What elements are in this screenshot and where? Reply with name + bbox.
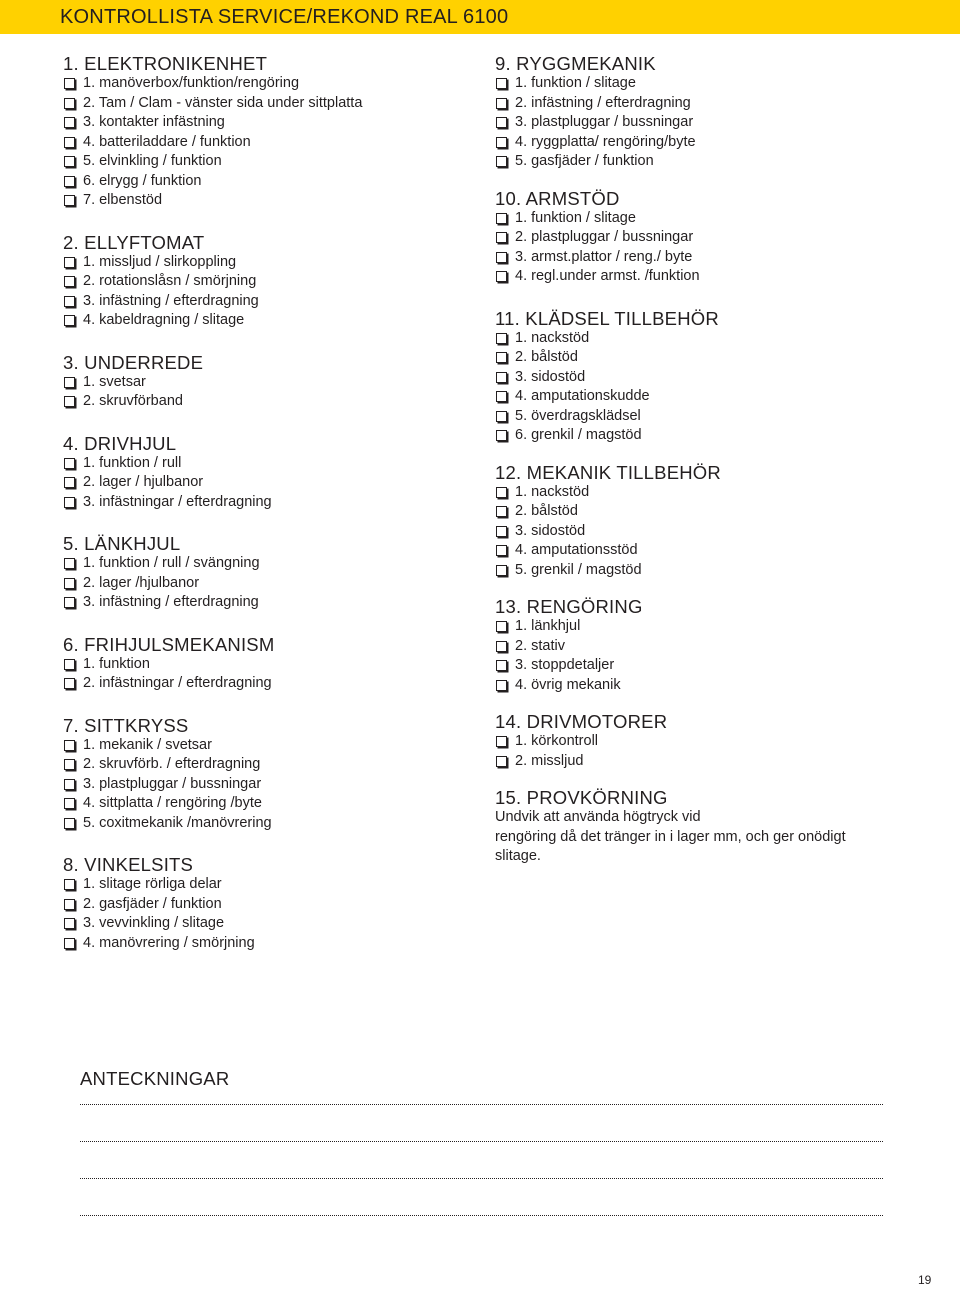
checklist-item[interactable]: [63, 311, 463, 331]
left-column: [63, 54, 463, 970]
checkbox-icon[interactable]: [64, 899, 75, 910]
checkbox-icon[interactable]: [64, 156, 75, 167]
checklist-item-label: 5. coxitmekanik /manövrering: [83, 814, 272, 831]
checkbox-icon[interactable]: [496, 545, 507, 556]
section-title: 7. SITTKRYSS: [63, 714, 189, 736]
checklist-item-label: 1. nackstöd: [515, 483, 590, 500]
checklist-item-label: 1. funktion / rull / svängning: [83, 555, 260, 571]
checkbox-icon[interactable]: [64, 779, 75, 790]
checklist-item[interactable]: [495, 541, 935, 561]
checklist-item[interactable]: [63, 191, 463, 211]
checklist-item-label: 4. sittplatta / rengöring /byte: [83, 795, 262, 811]
section-title: 8. VINKELSITS: [63, 854, 194, 875]
checkbox-icon[interactable]: [64, 315, 75, 326]
checkbox-icon[interactable]: [496, 271, 507, 282]
checklist-item[interactable]: [63, 473, 463, 493]
checklist-item[interactable]: [63, 736, 463, 756]
checklist-item-label: 1. manöverbox/funktion/rengöring: [83, 75, 300, 91]
checklist-section: [63, 434, 463, 513]
checkbox-icon[interactable]: [64, 195, 75, 206]
checkbox-icon[interactable]: [496, 252, 507, 263]
section-title: 2. ELLYFTOMAT: [63, 231, 205, 253]
checklist-item-label: 2. stativ: [515, 637, 565, 654]
checklist-item[interactable]: [63, 454, 463, 474]
checklist-item[interactable]: [63, 152, 463, 172]
checklist-item[interactable]: [495, 656, 935, 676]
checklist-item-label: 2. skruvförb. / efterdragning: [83, 756, 261, 772]
checkbox-icon[interactable]: [64, 597, 75, 608]
provkorning-text-line-2: rengöring då det tränger in i lager mm, och ger onödigt: [495, 828, 846, 845]
checklist-item-label: 3. kontakter infästning: [83, 114, 225, 130]
checklist-item-label: 4. batteriladdare / funktion: [83, 133, 251, 150]
section-provkorning: [495, 788, 935, 867]
checkbox-icon[interactable]: [496, 232, 507, 243]
checkbox-icon[interactable]: [64, 117, 75, 128]
checkbox-icon[interactable]: [496, 333, 507, 344]
notes-line[interactable]: [80, 1215, 883, 1216]
right-sections: [495, 54, 935, 771]
checklist-item[interactable]: [495, 407, 935, 427]
checklist-item[interactable]: [63, 392, 463, 412]
notes-line[interactable]: [80, 1178, 883, 1179]
checkbox-icon[interactable]: [496, 621, 507, 632]
checklist-item-label: 2. lager /hjulbanor: [83, 574, 200, 591]
checkbox-icon[interactable]: [496, 660, 507, 671]
checklist-item[interactable]: [495, 113, 935, 133]
checklist-item[interactable]: [495, 329, 935, 349]
checklist-item-label: 2. Tam / Clam - vänster sida under sittplatta: [83, 94, 363, 111]
section-title: 1. ELEKTRONIKENHET: [63, 53, 268, 74]
checklist-item[interactable]: [63, 172, 463, 192]
checklist-item[interactable]: [495, 676, 935, 696]
checklist-item[interactable]: [63, 574, 463, 594]
checkbox-icon[interactable]: [496, 680, 507, 691]
checklist-item-label: 3. stoppdetaljer: [515, 657, 615, 673]
checklist-item[interactable]: [495, 617, 935, 637]
checklist-item[interactable]: [495, 94, 935, 114]
checklist-item-label: 2. skruvförband: [83, 393, 183, 409]
checklist-item[interactable]: [495, 732, 935, 752]
checkbox-icon[interactable]: [64, 798, 75, 809]
checklist-item[interactable]: [495, 561, 935, 581]
checkbox-icon[interactable]: [64, 759, 75, 770]
checklist-item[interactable]: [495, 133, 935, 153]
checkbox-icon[interactable]: [64, 396, 75, 407]
checklist-item[interactable]: [495, 387, 935, 407]
section-title: 12. MEKANIK TILLBEHÖR: [495, 461, 721, 483]
section-title: 11. KLÄDSEL TILLBEHÖR: [495, 307, 719, 329]
checkbox-icon[interactable]: [64, 659, 75, 670]
checklist-item-label: 5. elvinkling / funktion: [83, 153, 222, 169]
checklist-item[interactable]: [495, 502, 935, 522]
checklist-item[interactable]: [495, 228, 935, 248]
checkbox-icon[interactable]: [64, 176, 75, 187]
provkorning-text-line-1: Undvik att använda högtryck vid: [495, 809, 701, 825]
checklist-item[interactable]: [63, 253, 463, 273]
checkbox-icon[interactable]: [64, 377, 75, 388]
checkbox-icon[interactable]: [496, 565, 507, 576]
checkbox-icon[interactable]: [64, 497, 75, 508]
checklist-item-label: 2. infästning / efterdragning: [515, 94, 691, 111]
checkbox-icon[interactable]: [496, 137, 507, 148]
checklist-item-label: 1. missljud / slirkoppling: [83, 253, 237, 270]
section-title: 6. FRIHJULSMEKANISM: [63, 633, 275, 655]
checkbox-icon[interactable]: [496, 352, 507, 363]
checklist-item-label: 5. gasfjäder / funktion: [515, 153, 654, 169]
checklist-item-label: 1. svetsar: [83, 373, 146, 390]
checklist-section: [63, 716, 463, 834]
checklist-item[interactable]: [63, 934, 463, 954]
checklist-item-label: 4. amputationsstöd: [515, 542, 638, 558]
checklist-section: [495, 309, 935, 446]
checkbox-icon[interactable]: [496, 98, 507, 109]
checklist-item[interactable]: [63, 554, 463, 574]
section-title: 13. RENGÖRING: [495, 596, 643, 617]
checkbox-icon[interactable]: [496, 213, 507, 224]
checklist-item[interactable]: [495, 368, 935, 388]
checklist-item-label: 3. sidostöd: [515, 368, 586, 385]
checkbox-icon[interactable]: [496, 411, 507, 422]
checkbox-icon[interactable]: [64, 137, 75, 148]
section-title: 15. PROVKÖRNING: [495, 787, 668, 808]
checklist-item[interactable]: [495, 483, 935, 503]
checklist-item-label: 6. grenkil / magstöd: [515, 427, 642, 443]
checklist-item[interactable]: [63, 895, 463, 915]
checklist-item-label: 2. missljud: [515, 752, 584, 769]
checkbox-icon[interactable]: [64, 879, 75, 890]
checkbox-icon[interactable]: [64, 918, 75, 929]
checklist-item-label: 6. elrygg / funktion: [83, 172, 202, 189]
checklist-item[interactable]: [495, 152, 935, 172]
checklist-item[interactable]: [63, 133, 463, 153]
section-title: 4. DRIVHJUL: [63, 432, 177, 454]
checklist-item[interactable]: [63, 74, 463, 94]
checklist-item-label: 2. rotationslåsn / smörjning: [83, 273, 257, 289]
checklist-item-label: 2. bålstöd: [515, 349, 578, 365]
checkbox-icon[interactable]: [496, 506, 507, 517]
checklist-item-label: 5. överdragsklädsel: [515, 407, 641, 424]
checklist-section: [495, 54, 935, 172]
checklist-item[interactable]: [63, 272, 463, 292]
checklist-section: [495, 189, 935, 287]
checklist-item-label: 2. plastpluggar / bussningar: [515, 229, 694, 245]
checklist-item-label: 2. infästningar / efterdragning: [83, 675, 272, 691]
checkbox-icon[interactable]: [64, 477, 75, 488]
checkbox-icon[interactable]: [64, 678, 75, 689]
checkbox-icon[interactable]: [496, 756, 507, 767]
checklist-item[interactable]: [495, 637, 935, 657]
checkbox-icon[interactable]: [496, 430, 507, 441]
checklist-item[interactable]: [63, 113, 463, 133]
checklist-item-label: 1. nackstöd: [515, 329, 590, 346]
checklist-section: [63, 54, 463, 211]
checklist-item[interactable]: [63, 814, 463, 834]
checklist-item-label: 1. körkontroll: [515, 733, 599, 749]
checklist-item[interactable]: [63, 914, 463, 934]
checklist-item-label: 3. infästningar / efterdragning: [83, 493, 272, 510]
checkbox-icon[interactable]: [496, 117, 507, 128]
checklist-item[interactable]: [63, 373, 463, 393]
checklist-item-label: 1. funktion / slitage: [515, 209, 636, 226]
checkbox-icon[interactable]: [496, 736, 507, 747]
checklist-item-label: 4. övrig mekanik: [515, 676, 621, 693]
checklist-item-label: 2. bålstöd: [515, 503, 578, 519]
checkbox-icon[interactable]: [64, 938, 75, 949]
checklist-item[interactable]: [495, 426, 935, 446]
checklist-item-label: 1. slitage rörliga delar: [83, 876, 222, 892]
checklist-item-label: 4. ryggplatta/ rengöring/byte: [515, 133, 696, 150]
checkbox-icon[interactable]: [64, 257, 75, 268]
checklist-item[interactable]: [495, 522, 935, 542]
checklist-item-label: 3. armst.plattor / reng./ byte: [515, 248, 693, 265]
checkbox-icon[interactable]: [64, 818, 75, 829]
checklist-section: [495, 712, 935, 771]
checklist-item[interactable]: [495, 267, 935, 287]
checklist-section: [63, 855, 463, 953]
notes-line[interactable]: [80, 1104, 883, 1105]
right-column: [495, 54, 935, 884]
page-title: KONTROLLISTA SERVICE/REKOND REAL 6100: [60, 6, 509, 28]
checklist-item[interactable]: [495, 209, 935, 229]
checkbox-icon[interactable]: [64, 578, 75, 589]
checkbox-icon[interactable]: [64, 458, 75, 469]
checklist-item-label: 1. funktion / rull: [83, 454, 182, 471]
checkbox-icon[interactable]: [496, 487, 507, 498]
checklist-item-label: 2. lager / hjulbanor: [83, 474, 204, 490]
checklist-section: [495, 597, 935, 695]
checklist-item-label: 4. manövrering / smörjning: [83, 934, 255, 951]
checklist-item[interactable]: [63, 674, 463, 694]
checklist-item[interactable]: [63, 493, 463, 513]
provkorning-text-line-3: slitage.: [495, 848, 541, 864]
section-title: 10. ARMSTÖD: [495, 187, 620, 209]
checklist-item-label: 1. funktion: [83, 655, 150, 672]
checklist-item-label: 7. elbenstöd: [83, 192, 163, 208]
checkbox-icon[interactable]: [496, 641, 507, 652]
checklist-section: [63, 233, 463, 331]
checklist-item-label: 4. amputationskudde: [515, 388, 650, 404]
checklist-item[interactable]: [495, 74, 935, 94]
checklist-item-label: 1. länkhjul: [515, 618, 581, 634]
checkbox-icon[interactable]: [64, 558, 75, 569]
checklist-section: [495, 463, 935, 581]
checkbox-icon[interactable]: [64, 296, 75, 307]
checklist-item[interactable]: [63, 875, 463, 895]
checklist-item[interactable]: [495, 348, 935, 368]
checklist-item[interactable]: [495, 248, 935, 268]
checkbox-icon[interactable]: [496, 391, 507, 402]
checkbox-icon[interactable]: [64, 78, 75, 89]
checklist-item-label: 3. vevvinkling / slitage: [83, 915, 225, 931]
checklist-item-label: 2. gasfjäder / funktion: [83, 895, 222, 912]
checklist-section: [63, 635, 463, 694]
checklist-item[interactable]: [63, 655, 463, 675]
checkbox-icon[interactable]: [64, 276, 75, 287]
section-title: 14. DRIVMOTORER: [495, 711, 668, 732]
checklist-item-label: 1. funktion / slitage: [515, 75, 636, 91]
checklist-item-label: 4. kabeldragning / slitage: [83, 312, 245, 328]
checklist-item-label: 1. mekanik / svetsar: [83, 736, 212, 753]
page-number: 19: [918, 1273, 932, 1287]
checklist-item-label: 3. plastpluggar / bussningar: [83, 775, 262, 792]
checklist-item-label: 3. plastpluggar / bussningar: [515, 114, 694, 130]
checklist-section: [63, 534, 463, 613]
checklist-item[interactable]: [63, 775, 463, 795]
section-title: 5. LÄNKHJUL: [63, 533, 181, 554]
checklist-item[interactable]: [63, 94, 463, 114]
checklist-item[interactable]: [495, 752, 935, 772]
checkbox-icon[interactable]: [496, 156, 507, 167]
checkbox-icon[interactable]: [64, 98, 75, 109]
checkbox-icon[interactable]: [496, 78, 507, 89]
checklist-section: [63, 353, 463, 412]
checklist-item-label: 5. grenkil / magstöd: [515, 561, 642, 578]
notes-title: ANTECKNINGAR: [80, 1068, 230, 1089]
checklist-item[interactable]: [63, 593, 463, 613]
checklist-item-label: 3. infästning / efterdragning: [83, 292, 259, 309]
section-title: 3. UNDERREDE: [63, 351, 204, 373]
checklist-item[interactable]: [63, 794, 463, 814]
checkbox-icon[interactable]: [496, 372, 507, 383]
section-title: 9. RYGGMEKANIK: [495, 53, 656, 74]
checklist-item[interactable]: [63, 292, 463, 312]
notes-line[interactable]: [80, 1141, 883, 1142]
checkbox-icon[interactable]: [64, 740, 75, 751]
checkbox-icon[interactable]: [496, 526, 507, 537]
checklist-item-label: 3. infästning / efterdragning: [83, 594, 259, 610]
checklist-item-label: 4. regl.under armst. /funktion: [515, 268, 700, 284]
checklist-item[interactable]: [63, 755, 463, 775]
checklist-item-label: 3. sidostöd: [515, 522, 586, 539]
